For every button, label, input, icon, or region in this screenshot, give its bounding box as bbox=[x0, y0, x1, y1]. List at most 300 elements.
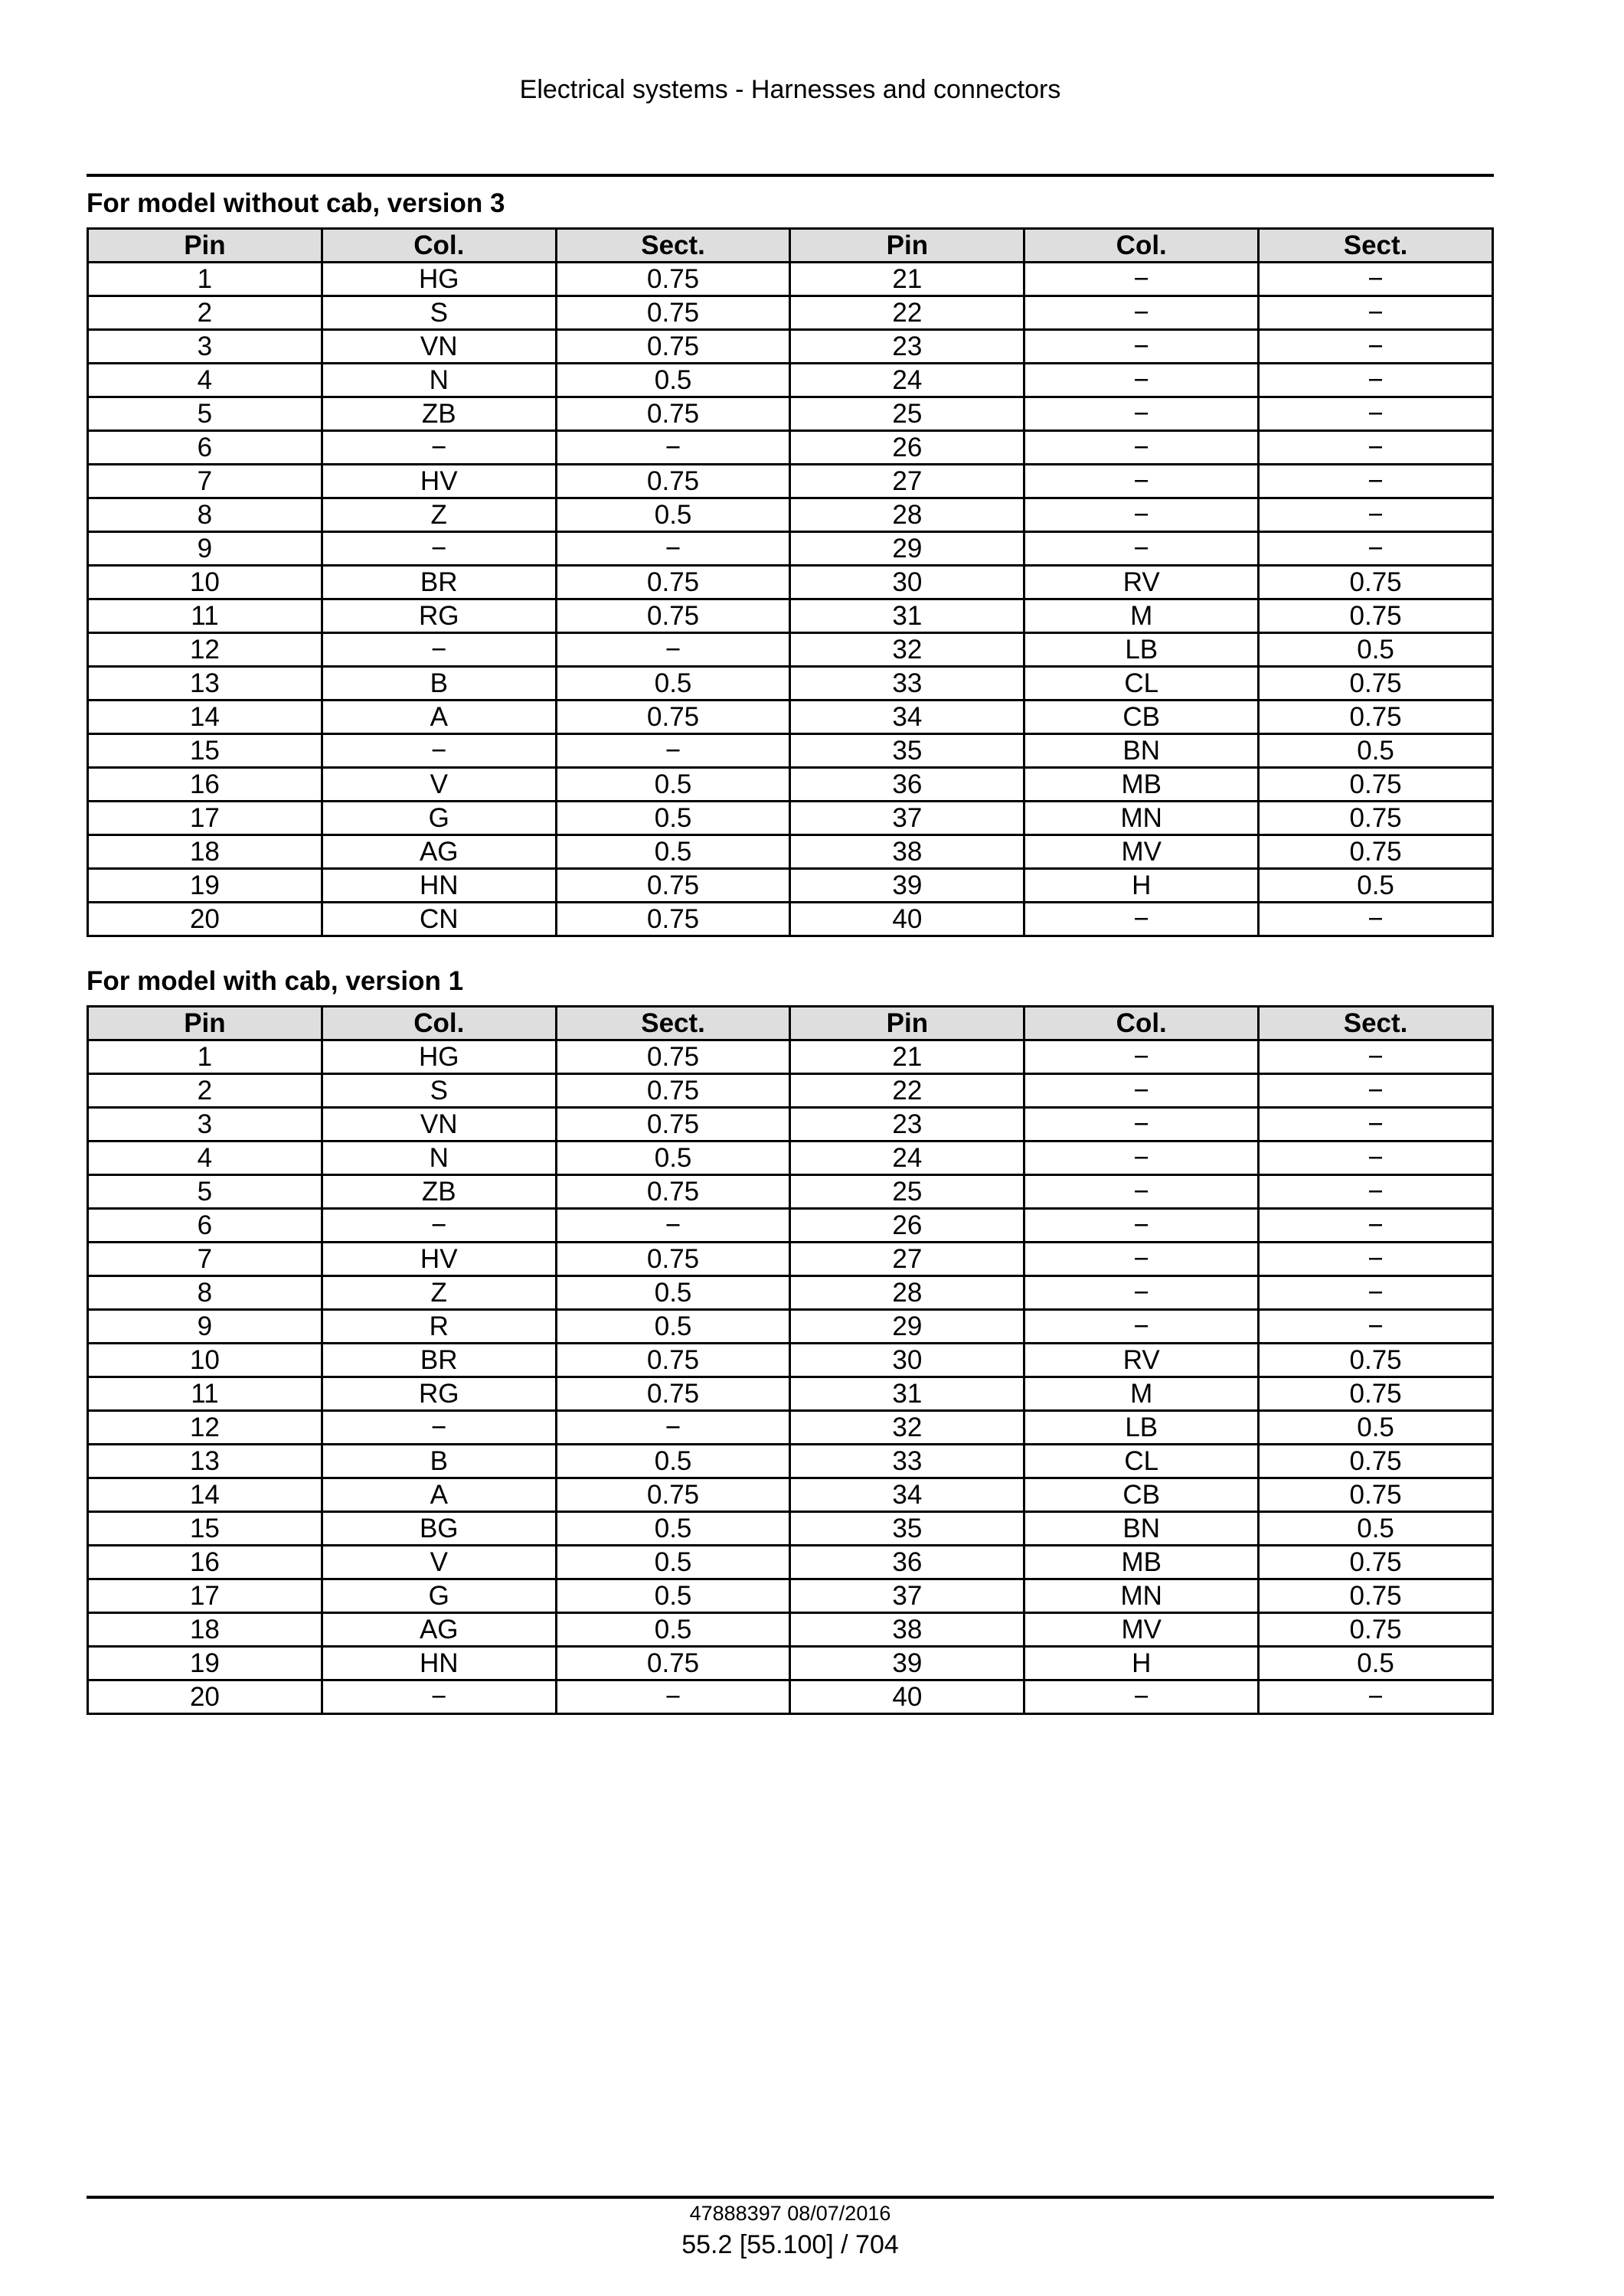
table-cell: HG bbox=[322, 263, 556, 296]
table-row bbox=[88, 330, 1493, 364]
table-cell: 0.5 bbox=[556, 802, 790, 835]
table-cell: 0.5 bbox=[556, 364, 790, 397]
pin-table-with-cab bbox=[87, 1005, 1494, 1715]
table-cell: 0.5 bbox=[556, 1546, 790, 1579]
table-cell: RV bbox=[1024, 1344, 1259, 1377]
table-cell: 20 bbox=[88, 903, 322, 936]
table-cell: 21 bbox=[790, 1040, 1024, 1074]
table-cell: 2 bbox=[88, 296, 322, 330]
table-row bbox=[88, 1276, 1493, 1310]
table-cell: 0.75 bbox=[1259, 1445, 1493, 1478]
table-cell: HN bbox=[322, 1647, 556, 1680]
table-row bbox=[88, 768, 1493, 802]
table-cell: G bbox=[322, 1579, 556, 1613]
table-cell: − bbox=[1259, 1310, 1493, 1344]
table-cell: 0.5 bbox=[556, 835, 790, 869]
table-row bbox=[88, 431, 1493, 465]
table-cell: CL bbox=[1024, 667, 1259, 701]
table-cell: 39 bbox=[790, 869, 1024, 903]
table-cell: 35 bbox=[790, 1512, 1024, 1546]
table-cell: MB bbox=[1024, 768, 1259, 802]
table-cell: 15 bbox=[88, 1512, 322, 1546]
table-cell: 36 bbox=[790, 1546, 1024, 1579]
table-cell: 33 bbox=[790, 667, 1024, 701]
table-cell: 27 bbox=[790, 465, 1024, 498]
table-cell: MN bbox=[1024, 802, 1259, 835]
table-cell: − bbox=[1024, 431, 1259, 465]
table-cell: 24 bbox=[790, 1141, 1024, 1175]
table-cell: 0.75 bbox=[1259, 599, 1493, 633]
table-cell: 30 bbox=[790, 566, 1024, 599]
section-title-with-cab: For model with cab, version 1 bbox=[87, 966, 464, 996]
table-cell: 0.75 bbox=[556, 1344, 790, 1377]
table-cell: VN bbox=[322, 1108, 556, 1141]
column-header: Col. bbox=[1024, 229, 1259, 263]
table-cell: 13 bbox=[88, 667, 322, 701]
table-cell: V bbox=[322, 768, 556, 802]
table-cell: B bbox=[322, 667, 556, 701]
table-cell: 0.75 bbox=[556, 1243, 790, 1276]
table-cell: − bbox=[1259, 263, 1493, 296]
table-cell: − bbox=[1024, 1243, 1259, 1276]
table-cell: − bbox=[322, 734, 556, 768]
table-cell: 33 bbox=[790, 1445, 1024, 1478]
pin-table-without-cab bbox=[87, 227, 1494, 937]
table-cell: 5 bbox=[88, 397, 322, 431]
table-row bbox=[88, 1209, 1493, 1243]
table-cell: 38 bbox=[790, 1613, 1024, 1647]
table-cell: − bbox=[1259, 1141, 1493, 1175]
table-cell: RV bbox=[1024, 566, 1259, 599]
table-cell: − bbox=[1259, 532, 1493, 566]
table-cell: G bbox=[322, 802, 556, 835]
table-cell: CB bbox=[1024, 1478, 1259, 1512]
table-cell: 14 bbox=[88, 1478, 322, 1512]
table-cell: M bbox=[1024, 599, 1259, 633]
table-cell: 0.75 bbox=[556, 566, 790, 599]
table-cell: 29 bbox=[790, 532, 1024, 566]
table-cell: R bbox=[322, 1310, 556, 1344]
table-cell: 4 bbox=[88, 364, 322, 397]
table-cell: 0.5 bbox=[556, 1613, 790, 1647]
table-row bbox=[88, 903, 1493, 936]
table-cell: − bbox=[322, 1209, 556, 1243]
table-cell: H bbox=[1024, 1647, 1259, 1680]
table-cell: − bbox=[1259, 431, 1493, 465]
table-row bbox=[88, 734, 1493, 768]
table-cell: − bbox=[322, 431, 556, 465]
table-cell: 2 bbox=[88, 1074, 322, 1108]
table-cell: 37 bbox=[790, 802, 1024, 835]
table-cell: RG bbox=[322, 1377, 556, 1411]
table-cell: 0.75 bbox=[1259, 566, 1493, 599]
footer-doc-number: 47888397 08/07/2016 bbox=[689, 2202, 891, 2225]
table-row bbox=[88, 1243, 1493, 1276]
column-header: Col. bbox=[322, 1007, 556, 1040]
table-cell: CN bbox=[322, 903, 556, 936]
table-row bbox=[88, 1613, 1493, 1647]
footer-page-reference: 55.2 [55.100] / 704 bbox=[681, 2230, 899, 2259]
table-row bbox=[88, 566, 1493, 599]
table-row bbox=[88, 1546, 1493, 1579]
section-title-without-cab: For model without cab, version 3 bbox=[87, 188, 505, 218]
table-cell: 0.5 bbox=[1259, 869, 1493, 903]
table-row bbox=[88, 667, 1493, 701]
table-cell: − bbox=[1259, 903, 1493, 936]
table-cell: 24 bbox=[790, 364, 1024, 397]
table-row bbox=[88, 364, 1493, 397]
table-cell: − bbox=[556, 734, 790, 768]
page-header: Electrical systems - Harnesses and connectors bbox=[519, 75, 1061, 104]
table-cell: 0.75 bbox=[556, 599, 790, 633]
table-cell: 27 bbox=[790, 1243, 1024, 1276]
table-cell: 25 bbox=[790, 1175, 1024, 1209]
table-cell: 0.75 bbox=[556, 869, 790, 903]
table-cell: − bbox=[1024, 1175, 1259, 1209]
table-row bbox=[88, 1647, 1493, 1680]
table-cell: 0.5 bbox=[1259, 1411, 1493, 1445]
table-cell: − bbox=[556, 633, 790, 667]
table-cell: − bbox=[322, 532, 556, 566]
table-cell: 37 bbox=[790, 1579, 1024, 1613]
table-cell: BN bbox=[1024, 1512, 1259, 1546]
table-cell: − bbox=[1024, 296, 1259, 330]
table-cell: − bbox=[1024, 532, 1259, 566]
table-cell: 0.75 bbox=[556, 1040, 790, 1074]
table-cell: − bbox=[1259, 1680, 1493, 1714]
table-cell: 0.75 bbox=[1259, 1613, 1493, 1647]
column-header: Col. bbox=[322, 229, 556, 263]
table-cell: − bbox=[1259, 296, 1493, 330]
table-cell: 8 bbox=[88, 1276, 322, 1310]
table-cell: − bbox=[1259, 1209, 1493, 1243]
table-row bbox=[88, 869, 1493, 903]
table-cell: 7 bbox=[88, 465, 322, 498]
table-cell: MV bbox=[1024, 1613, 1259, 1647]
column-header: Pin bbox=[790, 1007, 1024, 1040]
table-cell: 22 bbox=[790, 1074, 1024, 1108]
table-cell: Z bbox=[322, 1276, 556, 1310]
table-cell: A bbox=[322, 1478, 556, 1512]
table-cell: 0.75 bbox=[556, 1377, 790, 1411]
table-cell: 0.5 bbox=[556, 1276, 790, 1310]
table-cell: − bbox=[1024, 1209, 1259, 1243]
table-cell: − bbox=[1024, 465, 1259, 498]
table-cell: 3 bbox=[88, 1108, 322, 1141]
table-cell: 18 bbox=[88, 835, 322, 869]
table-cell: 0.75 bbox=[1259, 1579, 1493, 1613]
table-row bbox=[88, 465, 1493, 498]
table-cell: − bbox=[1024, 498, 1259, 532]
table-cell: 9 bbox=[88, 1310, 322, 1344]
table-cell: 36 bbox=[790, 768, 1024, 802]
table-cell: 0.75 bbox=[1259, 1478, 1493, 1512]
table-cell: 35 bbox=[790, 734, 1024, 768]
table-cell: 0.75 bbox=[556, 1074, 790, 1108]
table-cell: 6 bbox=[88, 1209, 322, 1243]
table-cell: 0.75 bbox=[556, 1647, 790, 1680]
table-cell: 30 bbox=[790, 1344, 1024, 1377]
table-cell: 11 bbox=[88, 1377, 322, 1411]
table-cell: HN bbox=[322, 869, 556, 903]
table-cell: 0.5 bbox=[556, 1512, 790, 1546]
table-cell: − bbox=[1259, 498, 1493, 532]
table-cell: 1 bbox=[88, 1040, 322, 1074]
table-cell: 0.75 bbox=[1259, 1377, 1493, 1411]
table-row bbox=[88, 1512, 1493, 1546]
table-cell: 0.75 bbox=[556, 1478, 790, 1512]
table-cell: N bbox=[322, 364, 556, 397]
table-cell: AG bbox=[322, 835, 556, 869]
table-row bbox=[88, 633, 1493, 667]
column-header: Sect. bbox=[556, 229, 790, 263]
table-cell: 23 bbox=[790, 1108, 1024, 1141]
table-cell: 11 bbox=[88, 599, 322, 633]
table-cell: 0.5 bbox=[556, 498, 790, 532]
table-row bbox=[88, 1108, 1493, 1141]
table-cell: BG bbox=[322, 1512, 556, 1546]
table-cell: 19 bbox=[88, 869, 322, 903]
table-cell: 0.5 bbox=[1259, 633, 1493, 667]
table-cell: 3 bbox=[88, 330, 322, 364]
table-row bbox=[88, 1040, 1493, 1074]
table-cell: 0.75 bbox=[556, 263, 790, 296]
table-row bbox=[88, 835, 1493, 869]
table-cell: LB bbox=[1024, 633, 1259, 667]
table-cell: 0.75 bbox=[1259, 701, 1493, 734]
table-cell: − bbox=[1024, 1040, 1259, 1074]
table-cell: 0.5 bbox=[556, 768, 790, 802]
table-cell: 1 bbox=[88, 263, 322, 296]
table-cell: 7 bbox=[88, 1243, 322, 1276]
table-cell: 22 bbox=[790, 296, 1024, 330]
column-header: Pin bbox=[790, 229, 1024, 263]
table-cell: V bbox=[322, 1546, 556, 1579]
table-cell: HG bbox=[322, 1040, 556, 1074]
table-cell: 40 bbox=[790, 903, 1024, 936]
table-cell: 15 bbox=[88, 734, 322, 768]
table-cell: 28 bbox=[790, 1276, 1024, 1310]
table-cell: B bbox=[322, 1445, 556, 1478]
table-cell: − bbox=[556, 1209, 790, 1243]
table-cell: 9 bbox=[88, 532, 322, 566]
table-cell: 0.5 bbox=[556, 667, 790, 701]
column-header: Pin bbox=[88, 229, 322, 263]
table-cell: 0.75 bbox=[1259, 1344, 1493, 1377]
table-cell: 14 bbox=[88, 701, 322, 734]
table-cell: RG bbox=[322, 599, 556, 633]
table-cell: − bbox=[1259, 465, 1493, 498]
table-cell: 17 bbox=[88, 1579, 322, 1613]
table-cell: 34 bbox=[790, 1478, 1024, 1512]
table-cell: 0.75 bbox=[556, 903, 790, 936]
table-cell: 29 bbox=[790, 1310, 1024, 1344]
table-cell: ZB bbox=[322, 397, 556, 431]
table-cell: − bbox=[1024, 1108, 1259, 1141]
table-cell: BN bbox=[1024, 734, 1259, 768]
table-row bbox=[88, 1680, 1493, 1714]
table-row bbox=[88, 263, 1493, 296]
table-cell: − bbox=[1259, 1276, 1493, 1310]
table-cell: 0.5 bbox=[1259, 734, 1493, 768]
table-cell: 20 bbox=[88, 1680, 322, 1714]
table-cell: 10 bbox=[88, 566, 322, 599]
column-header: Sect. bbox=[1259, 229, 1493, 263]
table-cell: 12 bbox=[88, 1411, 322, 1445]
table-cell: CL bbox=[1024, 1445, 1259, 1478]
table-cell: 28 bbox=[790, 498, 1024, 532]
table-cell: 0.75 bbox=[556, 330, 790, 364]
table-cell: HV bbox=[322, 465, 556, 498]
table-cell: 31 bbox=[790, 1377, 1024, 1411]
table-cell: 40 bbox=[790, 1680, 1024, 1714]
table-header-row bbox=[88, 229, 1493, 263]
table-cell: 19 bbox=[88, 1647, 322, 1680]
table-cell: 34 bbox=[790, 701, 1024, 734]
table-cell: 12 bbox=[88, 633, 322, 667]
table-row bbox=[88, 1478, 1493, 1512]
table-cell: 21 bbox=[790, 263, 1024, 296]
table-cell: 26 bbox=[790, 1209, 1024, 1243]
table-cell: − bbox=[1024, 330, 1259, 364]
table-cell: 0.5 bbox=[556, 1310, 790, 1344]
table-cell: 0.75 bbox=[1259, 802, 1493, 835]
column-header: Pin bbox=[88, 1007, 322, 1040]
table-cell: − bbox=[1024, 1276, 1259, 1310]
table-row bbox=[88, 599, 1493, 633]
table-cell: 0.75 bbox=[556, 296, 790, 330]
column-header: Sect. bbox=[1259, 1007, 1493, 1040]
table-cell: 4 bbox=[88, 1141, 322, 1175]
table-cell: 16 bbox=[88, 1546, 322, 1579]
table-cell: 23 bbox=[790, 330, 1024, 364]
table-cell: 0.5 bbox=[1259, 1647, 1493, 1680]
table-row bbox=[88, 1074, 1493, 1108]
table-cell: 17 bbox=[88, 802, 322, 835]
table-cell: − bbox=[1259, 397, 1493, 431]
table-cell: − bbox=[1024, 263, 1259, 296]
table-row bbox=[88, 701, 1493, 734]
table-row bbox=[88, 1411, 1493, 1445]
table-row bbox=[88, 1310, 1493, 1344]
table-cell: 6 bbox=[88, 431, 322, 465]
table-cell: 0.75 bbox=[556, 397, 790, 431]
header-divider bbox=[87, 174, 1494, 177]
table-cell: 38 bbox=[790, 835, 1024, 869]
footer-divider bbox=[87, 2196, 1494, 2199]
table-cell: − bbox=[1259, 1175, 1493, 1209]
table-cell: − bbox=[1024, 364, 1259, 397]
table-cell: − bbox=[322, 633, 556, 667]
table-cell: − bbox=[1259, 364, 1493, 397]
table-cell: − bbox=[322, 1411, 556, 1445]
table-cell: 8 bbox=[88, 498, 322, 532]
table-cell: 18 bbox=[88, 1613, 322, 1647]
table-cell: − bbox=[1024, 397, 1259, 431]
table-cell: 31 bbox=[790, 599, 1024, 633]
table-cell: 39 bbox=[790, 1647, 1024, 1680]
table-cell: A bbox=[322, 701, 556, 734]
table-cell: − bbox=[1259, 1040, 1493, 1074]
table-cell: CB bbox=[1024, 701, 1259, 734]
table-cell: 16 bbox=[88, 768, 322, 802]
table-cell: 0.75 bbox=[1259, 768, 1493, 802]
table-cell: 25 bbox=[790, 397, 1024, 431]
table-cell: 0.75 bbox=[1259, 835, 1493, 869]
table-cell: 0.75 bbox=[556, 701, 790, 734]
table-cell: S bbox=[322, 1074, 556, 1108]
table-header-row bbox=[88, 1007, 1493, 1040]
table-cell: − bbox=[1024, 1310, 1259, 1344]
table-cell: MB bbox=[1024, 1546, 1259, 1579]
table-cell: LB bbox=[1024, 1411, 1259, 1445]
table-cell: − bbox=[556, 1411, 790, 1445]
table-row bbox=[88, 532, 1493, 566]
table-cell: 32 bbox=[790, 633, 1024, 667]
table-cell: − bbox=[556, 1680, 790, 1714]
table-cell: HV bbox=[322, 1243, 556, 1276]
table-cell: S bbox=[322, 296, 556, 330]
table-cell: 0.75 bbox=[556, 1175, 790, 1209]
table-cell: VN bbox=[322, 330, 556, 364]
table-row bbox=[88, 1579, 1493, 1613]
table-cell: 13 bbox=[88, 1445, 322, 1478]
column-header: Col. bbox=[1024, 1007, 1259, 1040]
table-cell: − bbox=[1024, 1680, 1259, 1714]
table-row bbox=[88, 1445, 1493, 1478]
table-cell: − bbox=[1024, 1141, 1259, 1175]
table-cell: − bbox=[1024, 1074, 1259, 1108]
table-row bbox=[88, 1175, 1493, 1209]
table-row bbox=[88, 397, 1493, 431]
table-row bbox=[88, 1344, 1493, 1377]
table-cell: Z bbox=[322, 498, 556, 532]
table-row bbox=[88, 802, 1493, 835]
table-cell: − bbox=[556, 431, 790, 465]
table-cell: 10 bbox=[88, 1344, 322, 1377]
table-cell: H bbox=[1024, 869, 1259, 903]
table-cell: − bbox=[1024, 903, 1259, 936]
table-cell: M bbox=[1024, 1377, 1259, 1411]
table-row bbox=[88, 1377, 1493, 1411]
table-cell: 26 bbox=[790, 431, 1024, 465]
table-cell: 0.5 bbox=[1259, 1512, 1493, 1546]
table-cell: N bbox=[322, 1141, 556, 1175]
table-cell: AG bbox=[322, 1613, 556, 1647]
table-cell: − bbox=[1259, 1108, 1493, 1141]
column-header: Sect. bbox=[556, 1007, 790, 1040]
table-cell: MV bbox=[1024, 835, 1259, 869]
table-row bbox=[88, 498, 1493, 532]
table-cell: BR bbox=[322, 566, 556, 599]
table-cell: − bbox=[322, 1680, 556, 1714]
table-cell: 0.5 bbox=[556, 1579, 790, 1613]
table-row bbox=[88, 1141, 1493, 1175]
table-cell: − bbox=[1259, 1074, 1493, 1108]
table-cell: − bbox=[1259, 330, 1493, 364]
table-cell: 0.75 bbox=[1259, 667, 1493, 701]
table-cell: MN bbox=[1024, 1579, 1259, 1613]
table-cell: ZB bbox=[322, 1175, 556, 1209]
table-cell: 0.75 bbox=[556, 465, 790, 498]
table-cell: 32 bbox=[790, 1411, 1024, 1445]
table-cell: 0.5 bbox=[556, 1445, 790, 1478]
table-cell: 0.75 bbox=[1259, 1546, 1493, 1579]
table-cell: 0.5 bbox=[556, 1141, 790, 1175]
table-row bbox=[88, 296, 1493, 330]
table-cell: BR bbox=[322, 1344, 556, 1377]
table-cell: 5 bbox=[88, 1175, 322, 1209]
